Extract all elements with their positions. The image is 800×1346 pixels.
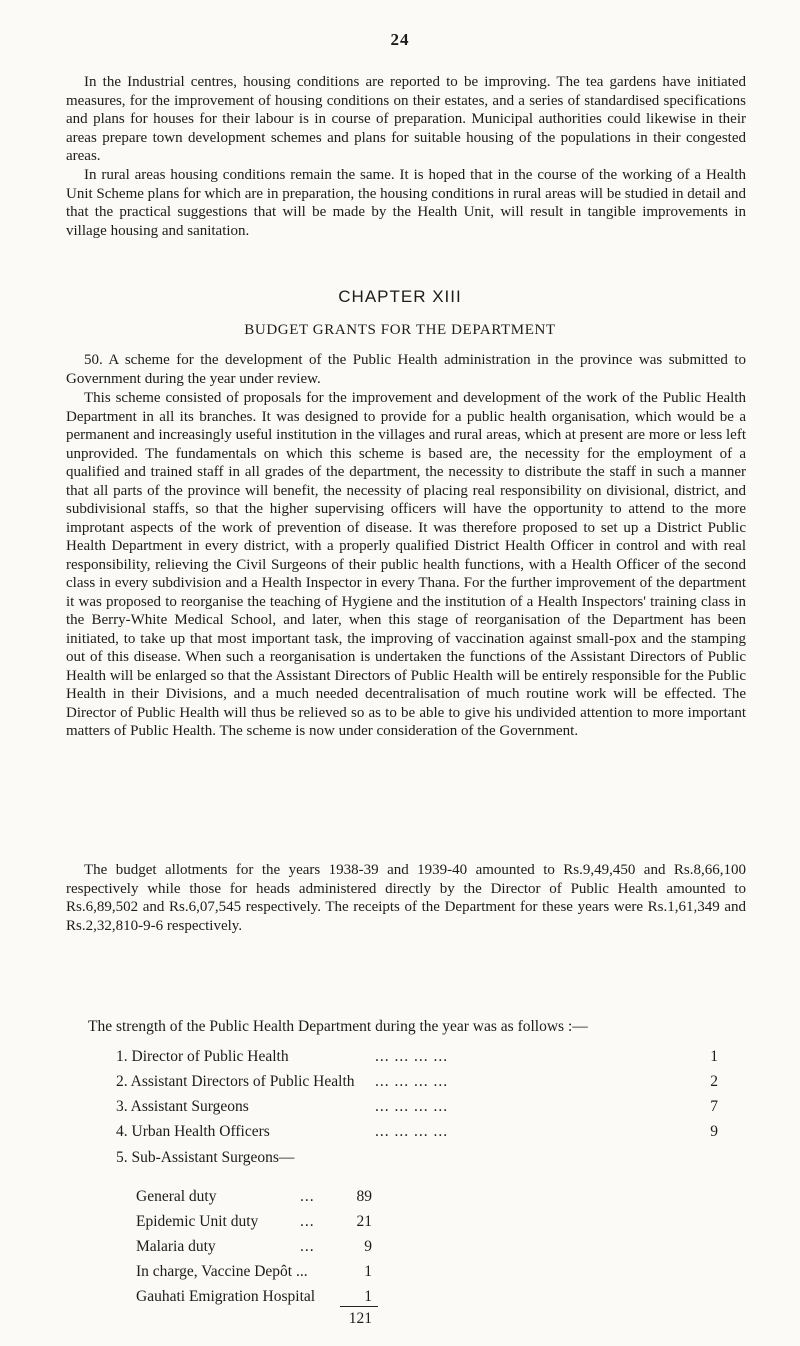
dot-leader: ... <box>300 1188 315 1205</box>
sub-assistant-row-value: 1 <box>364 1288 372 1305</box>
sub-assistant-row-value: 21 <box>356 1213 372 1230</box>
dot-leader: ... <box>300 1213 315 1230</box>
section-title: BUDGET GRANTS FOR THE DEPARTMENT <box>244 322 556 338</box>
strength-item-label: 3. Assistant Surgeons <box>116 1098 249 1115</box>
sub-assistant-row-value: 1 <box>364 1263 372 1280</box>
strength-item-value: 1 <box>710 1048 718 1065</box>
chapter-title: CHAPTER XIII <box>338 287 462 306</box>
strength-item-value: 2 <box>710 1073 718 1090</box>
strength-intro: The strength of the Public Health Department during the year was as follows :— <box>88 1018 588 1035</box>
paragraph-scheme-submitted: 50. A scheme for the development of the Public Health administration in the province was submitted to Government during the year under review. <box>66 352 746 387</box>
paragraph-rural-housing: In rural areas housing conditions remain the same. It is hoped that in the course of the working of a Health Unit Scheme plans for which are in preparation, the housing conditions in rural areas will be studied in detail and that the practical suggestions that will be made by the Health Unit, will result in tangible improvements in village housing and sanitation. <box>66 167 746 239</box>
dot-leader: ... ... ... ... <box>375 1048 449 1065</box>
sub-assistant-row-value: 9 <box>364 1238 372 1255</box>
sub-assistant-row-label: Gauhati Emigration Hospital <box>136 1288 316 1305</box>
strength-item-label: 2. Assistant Directors of Public Health <box>116 1073 355 1090</box>
sub-assistant-total: 121 <box>348 1310 372 1327</box>
dot-leader: ... <box>300 1238 315 1255</box>
subtotal-rule <box>340 1306 378 1307</box>
strength-item-value: 9 <box>710 1123 718 1140</box>
dot-leader: ... ... ... ... <box>375 1073 449 1090</box>
dot-leader: ... ... ... ... <box>375 1123 449 1140</box>
paragraph-scheme-details: This scheme consisted of proposals for the improvement and development of the work of the Public Health Department in all its branches. It was designed to provide for a public health organisation, which would be a permanent and increasingly useful institution in the villages and rural areas, which at present are more or less left unprovided. The fundamentals on which this scheme is based are, the necessity for the employment of a qualified and trained staff in all grades of the department, the necessity to distribute the staff in such a manner that all parts of the province will benefit, the necessity of placing real responsibility on divisional, district, and subdivisional staffs, so that the higher supervising officers will have the opportunity to attend to the more improtant aspects of the work of prevention of disease. It was therefore proposed to set up a District Public Health Department in every district, with a properly qualified District Health Officer in control and with real responsibility, relieving the Civil Surgeons of their public health functions, with a Health Officer of the second class in every subdivision and a Health Inspector in every Thana. For the further improvement of the department it was proposed to reorganise the teaching of Hygiene and the institution of a Health Inspectors' training class in the Berry-White Medical School, and later, when this stage of reorganisation of the Department has been initiated, to take up that most important task, the improving of vaccination against small-pox and the stamping out of this disease. When such a reorganisation is undertaken the functions of the Assistant Directors of Public Health will be enlarged so that the Assistant Directors of Public Health will be entirely responsible for the Public Health in their Divisions, and a much needed decentralisation of much routine work will be effected. The Director of Public Health will thus be relieved so as to be able to give his undivided attention to more important matters of Public Health. The scheme is now under consideration of the Government. <box>66 390 746 739</box>
sub-assistant-row-label: Malaria duty <box>136 1238 216 1255</box>
page-number: 24 <box>390 30 410 49</box>
paragraph-industrial-housing: In the Industrial centres, housing conditions are reported to be improving. The tea gardens have initiated measures, for the improvement of housing conditions on their estates, and a series of standardised specifications and plans for houses for their labour is in course of preparation. Municipal authorities could likewise in their areas prepare town development schemes and plans for suitable housing of the populations in their congested areas. <box>66 74 746 164</box>
sub-assistant-row-label: General duty <box>136 1188 217 1205</box>
sub-assistant-heading: 5. Sub-Assistant Surgeons— <box>116 1149 295 1166</box>
sub-assistant-row-label: Epidemic Unit duty <box>136 1213 259 1230</box>
strength-item-value: 7 <box>710 1098 718 1115</box>
paragraph-budget-allotments: The budget allotments for the years 1938-39 and 1939-40 amounted to Rs.9,49,450 and Rs.8,66,100 respectively while those for heads administered directly by the Director of Public Health amounted to Rs.6,89,502 and Rs.6,07,545 respectively. The receipts of the Department for these years were Rs.1,61,349 and Rs.2,32,810-9-6 respectively. <box>66 862 746 934</box>
sub-assistant-row-value: 89 <box>356 1188 372 1205</box>
strength-item-label: 4. Urban Health Officers <box>116 1123 270 1140</box>
dot-leader: ... ... ... ... <box>375 1098 449 1115</box>
strength-item-label: 1. Director of Public Health <box>116 1048 289 1065</box>
sub-assistant-row-label: In charge, Vaccine Depôt ... <box>136 1263 308 1280</box>
